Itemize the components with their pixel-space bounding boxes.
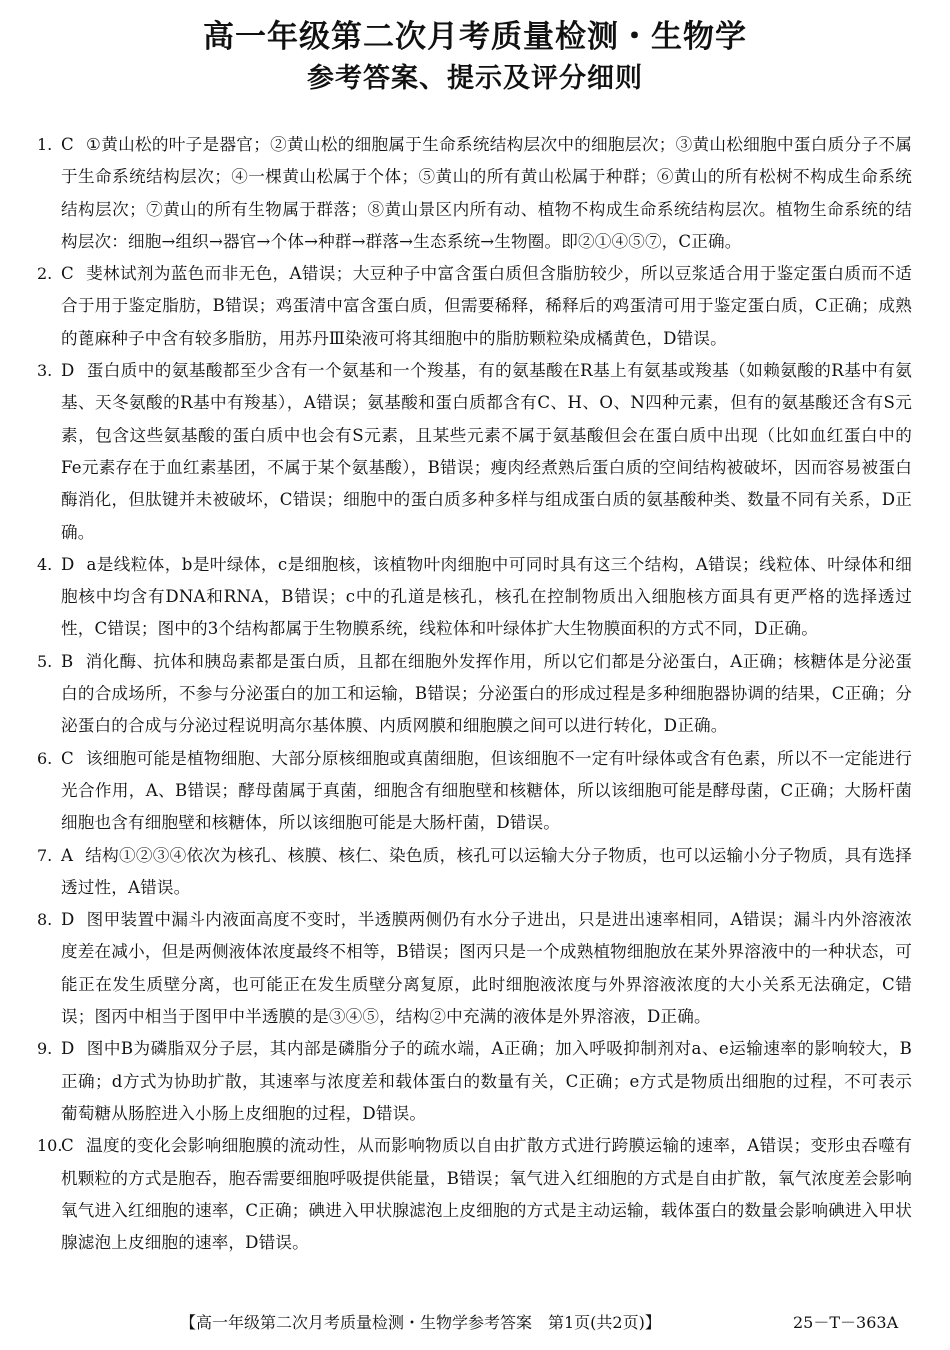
- answer-item-9: [37, 1033, 912, 1130]
- answer-text-block: [61, 1130, 912, 1259]
- answer-item-2: [37, 258, 912, 355]
- answer-key: C: [61, 264, 74, 284]
- answer-item-4: [37, 549, 912, 646]
- answer-key: D: [61, 1039, 75, 1059]
- answer-number: 7.: [37, 845, 53, 865]
- answer-text-block: [61, 840, 912, 905]
- footer-doc-code: 25－T－363A: [793, 1313, 899, 1332]
- answer-text-block: [61, 355, 912, 549]
- answer-key: A: [61, 845, 74, 865]
- answer-number: 6.: [37, 748, 53, 768]
- answer-explanation: 蛋白质中的氨基酸都至少含有一个氨基和一个羧基，有的氨基酸在R基上有氨基或羧基（如赖氨酸的R基中有氨基、天冬氨酸的R基中有羧基），A错误；氨基酸和蛋白质都含有C、H、O、N四种元素，但有的氨基酸还含有S元素，包含这些氨基酸的蛋白质中也会有S元素，且某些元素不属于氨基酸但会在蛋白质中出现（比如血红蛋白中的Fe元素存在于血红素基团，不属于某个氨基酸），B错误；瘦肉经煮熟后蛋白质的空间结构被破坏，因而容易被蛋白酶消化，但肽键并未被破坏，C错误；细胞中的蛋白质多种多样与组成蛋白质的氨基酸种类、数量不同有关系，D正确。: [61, 361, 912, 542]
- answer-explanation: 消化酶、抗体和胰岛素都是蛋白质，且都在细胞外发挥作用，所以它们都是分泌蛋白，A正确；核糖体是分泌蛋白的合成场所，不参与分泌蛋白的加工和运输，B错误；分泌蛋白的形成过程是多种细胞器协调的结果，C正确；分泌蛋白的合成与分泌过程说明高尔基体膜、内质网膜和细胞膜之间可以进行转化，D正确。: [61, 651, 912, 736]
- answer-key: D: [61, 910, 75, 930]
- answer-explanation: ①黄山松的叶子是器官；②黄山松的细胞属于生命系统结构层次中的细胞层次；③黄山松细胞中蛋白质分子不属于生命系统结构层次；④一棵黄山松属于个体；⑤黄山的所有黄山松属于种群；⑥黄山的所有松树不构成生命系统结构层次；⑦黄山的所有生物属于群落；⑧黄山景区内所有动、植物不构成生命系统结构层次。植物生命系统的结构层次：细胞→组织→器官→个体→种群→群落→生态系统→生物圈。即②①④⑤⑦，C正确。: [61, 135, 912, 251]
- answer-explanation: 图中B为磷脂双分子层，其内部是磷脂分子的疏水端，A正确；加入呼吸抑制剂对a、e运输速率的影响较大，B正确；d方式为协助扩散，其速率与浓度差和载体蛋白的数量有关，C正确；e方式是物质出细胞的过程，不可表示葡萄糖从肠腔进入小肠上皮细胞的过程，D错误。: [61, 1039, 912, 1123]
- page-footer: [0, 1309, 950, 1337]
- answer-number: 3.: [37, 361, 53, 381]
- page-title: 高一年级第二次月考质量检测・生物学: [203, 19, 747, 55]
- answer-text-block: [61, 904, 912, 1033]
- answer-number: 2.: [37, 264, 53, 284]
- answer-key: C: [61, 1136, 74, 1156]
- answer-item-10: [37, 1130, 912, 1259]
- answer-key: C: [61, 748, 74, 768]
- answer-number: 4.: [37, 554, 53, 574]
- answer-explanation: 温度的变化会影响细胞膜的流动性，从而影响物质以自由扩散方式进行跨膜运输的速率，A错误；变形虫吞噬有机颗粒的方式是胞吞，胞吞需要细胞呼吸提供能量，B错误；氧气进入红细胞的方式是自由扩散，氧气浓度差会影响氧气进入红细胞的速率，C正确；碘进入甲状腺滤泡上皮细胞的方式是主动运输，载体蛋白的数量会影响碘进入甲状腺滤泡上皮细胞的速率，D错误。: [61, 1136, 912, 1253]
- answer-item-1: [37, 129, 912, 258]
- answer-item-7: [37, 840, 912, 905]
- answer-number: 1.: [37, 135, 53, 154]
- answer-number: 9.: [37, 1039, 53, 1059]
- answer-number: 10.: [37, 1136, 63, 1156]
- answer-list: [37, 129, 912, 1259]
- footer-page-label: 【高一年级第二次月考质量检测・生物学参考答案 第1页(共2页)】: [180, 1313, 661, 1332]
- answer-explanation: 结构①②③④依次为核孔、核膜、核仁、染色质，核孔可以运输大分子物质，也可以运输小分子物质，具有选择透过性，A错误。: [61, 845, 912, 897]
- answer-text-block: [61, 646, 912, 743]
- answer-text-block: [61, 1033, 912, 1130]
- answer-item-3: [37, 355, 912, 549]
- answer-number: 5.: [37, 651, 53, 671]
- answer-item-6: [37, 743, 912, 840]
- answer-explanation: 该细胞可能是植物细胞、大部分原核细胞或真菌细胞，但该细胞不一定有叶绿体或含有色素，所以不一定能进行光合作用，A、B错误；酵母菌属于真菌，细胞含有细胞壁和核糖体，所以该细胞可能是酵母菌，C正确；大肠杆菌细胞也含有细胞壁和核糖体，所以该细胞可能是大肠杆菌，D错误。: [61, 748, 912, 833]
- answer-explanation: a是线粒体，b是叶绿体，c是细胞核，该植物叶肉细胞中可同时具有这三个结构，A错误；线粒体、叶绿体和细胞核中均含有DNA和RNA，B错误；c中的孔道是核孔，核孔在控制物质出入细胞核方面具有更严格的选择透过性，C错误；图中的3个结构都属于生物膜系统，线粒体和叶绿体扩大生物膜面积的方式不同，D正确。: [61, 554, 912, 639]
- answer-item-5: [37, 646, 912, 743]
- answer-key: B: [61, 651, 74, 671]
- answer-text-block: [61, 258, 912, 355]
- answer-explanation: 斐林试剂为蓝色而非无色，A错误；大豆种子中富含蛋白质但含脂肪较少，所以豆浆适合用于鉴定蛋白质而不适合于用于鉴定脂肪，B错误；鸡蛋清中富含蛋白质，但需要稀释，稀释后的鸡蛋清可用于鉴定蛋白质，C正确；成熟的蓖麻种子中含有较多脂肪，用苏丹Ⅲ染液可将其细胞中的脂肪颗粒染成橘黄色，D错误。: [61, 264, 912, 348]
- answer-key: C: [61, 135, 74, 154]
- answer-text-block: [61, 129, 912, 258]
- page-subtitle: 参考答案、提示及评分细则: [307, 63, 643, 94]
- answer-text-block: [61, 743, 912, 840]
- answer-number: 8.: [37, 910, 53, 930]
- answer-key: D: [61, 361, 75, 381]
- answer-item-8: [37, 904, 912, 1033]
- answer-explanation: 图甲装置中漏斗内液面高度不变时，半透膜两侧仍有水分子进出，只是进出速率相同，A错误；漏斗内外溶液浓度差在减小，但是两侧液体浓度最终不相等，B错误；图丙只是一个成熟植物细胞放在某外界溶液中的一种状态，可能正在发生质壁分离，也可能正在发生质壁分离复原，此时细胞液浓度与外界溶液浓度的大小关系无法确定，C错误；图丙中相当于图甲中半透膜的是③④⑤，结构②中充满的液体是外界溶液，D正确。: [61, 910, 912, 1027]
- answer-text-block: [61, 549, 912, 646]
- answer-key: D: [61, 554, 75, 574]
